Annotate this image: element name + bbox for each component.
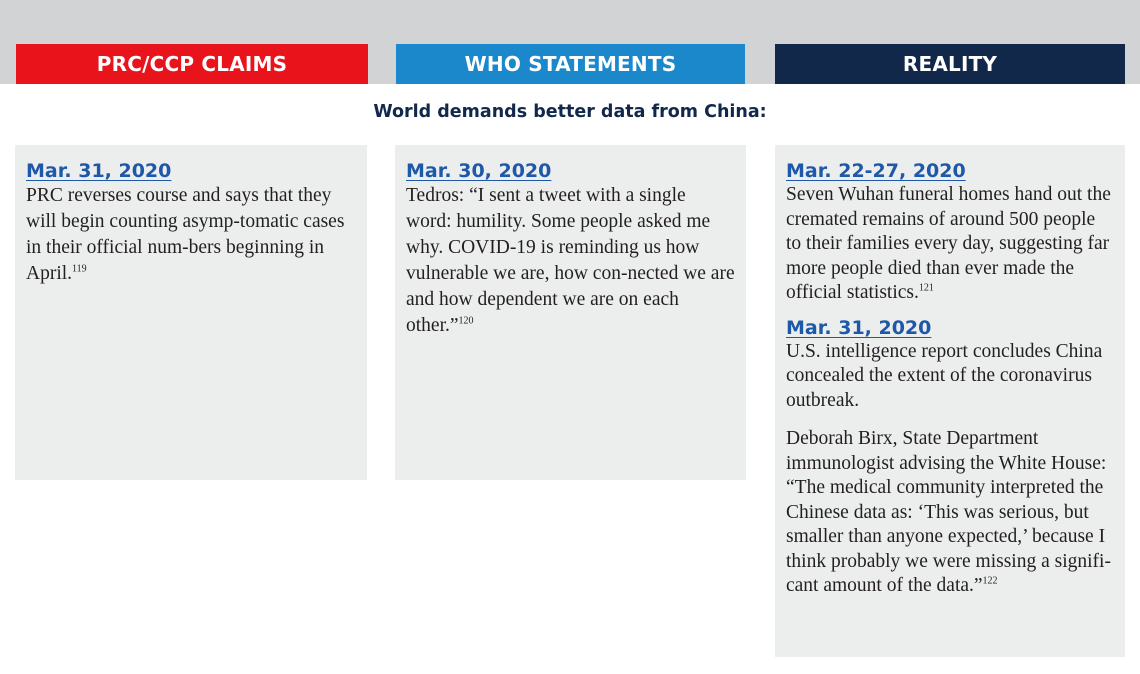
reality-text	[786, 183, 1115, 306]
birx-body: Deborah Birx, State Department immunologist advising the White House: “The medical community interpreted the Chinese data as: ‘This was serious, but smaller than anyone expected,’ because I think probably we were missing a signifi-cant amount of the data.”	[786, 428, 1111, 596]
claims-date-link[interactable]: Mar. 31, 2020	[26, 160, 172, 182]
birx-quote	[786, 427, 1115, 599]
column-header-reality: REALITY	[775, 44, 1125, 84]
who-card	[395, 145, 746, 480]
column-header-who: WHO STATEMENTS	[396, 44, 745, 84]
who-body: Tedros: “I sent a tweet with a single word: humility. Some people asked me why. COVID-19 is reminding us how vulnerable we are, how con-nected we are and how dependent we are on each other.”	[406, 185, 735, 336]
footnote-ref: 121	[918, 282, 934, 294]
column-header-claims: PRC/CCP CLAIMS	[16, 44, 368, 84]
footnote-ref: 120	[458, 315, 474, 327]
claims-card	[15, 145, 367, 480]
who-text	[406, 183, 736, 339]
reality-date-link[interactable]: Mar. 31, 2020	[786, 316, 932, 339]
reality-entry	[786, 316, 1115, 414]
footnote-ref: 119	[72, 263, 87, 275]
section-subtitle: World demands better data from China:	[373, 102, 767, 122]
reality-text: U.S. intelligence report concludes China concealed the extent of the coronavirus outbreak.	[786, 340, 1103, 411]
claims-body: PRC reverses course and says that they will begin counting asymp-tomatic cases in their official num-bers beginning in April.	[26, 185, 345, 284]
footnote-ref: 122	[982, 575, 998, 587]
reality-body: Seven Wuhan funeral homes hand out the cremated remains of around 500 people to their families every day, suggesting far more people died than ever made the official statistics.	[786, 184, 1111, 303]
reality-date-link[interactable]: Mar. 22-27, 2020	[786, 160, 966, 182]
reality-entry	[786, 159, 1115, 306]
reality-card	[775, 145, 1125, 657]
who-date-link[interactable]: Mar. 30, 2020	[406, 160, 552, 182]
claims-text	[26, 183, 357, 287]
